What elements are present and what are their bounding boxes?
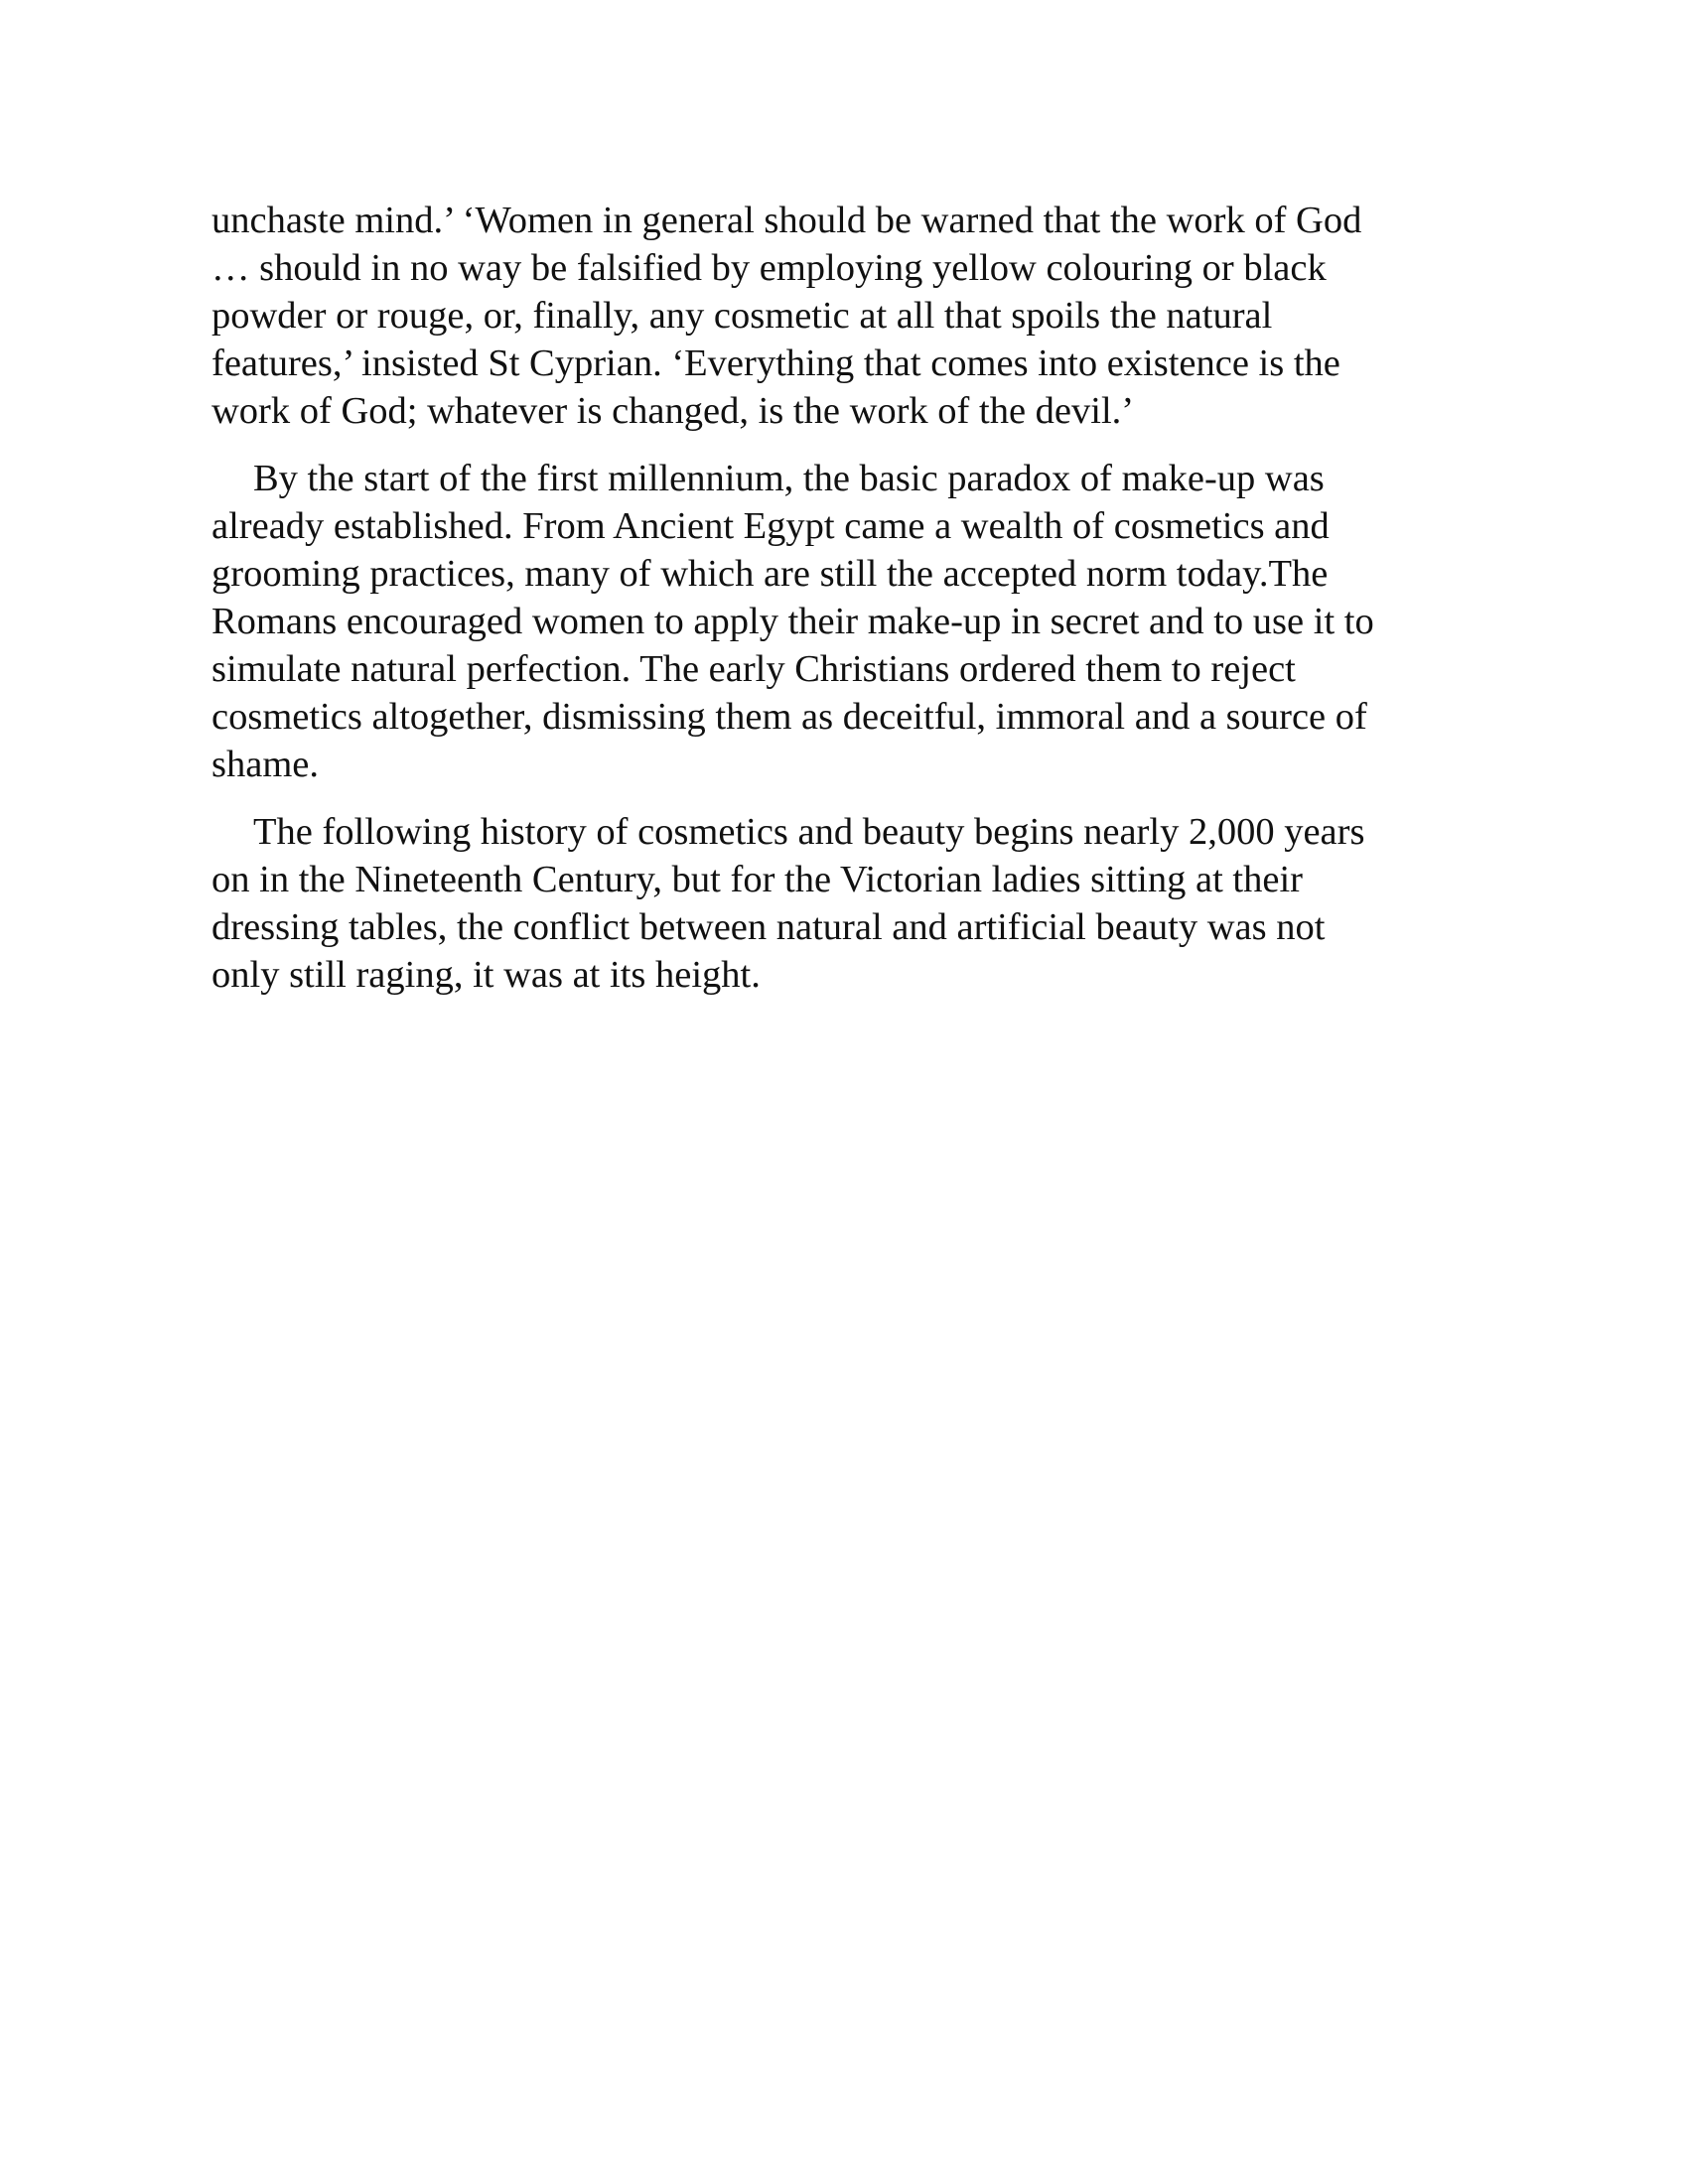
- paragraph-line: By the start of the first millennium, the basic paradox of make-up was: [253, 458, 1325, 499]
- paragraph-line: unchaste mind.’ ‘Women in general should be warned that the work of God: [211, 200, 1362, 241]
- paragraph-line: only still raging, it was at its height.: [211, 954, 761, 996]
- paragraph-line: dressing tables, the conflict between natural and artificial beauty was not: [211, 906, 1326, 948]
- paragraph-line: … should in no way be falsified by employing yellow colouring or black: [211, 247, 1327, 289]
- paragraph-3: [211, 808, 1502, 999]
- paragraph-line: already established. From Ancient Egypt came a wealth of cosmetics and: [211, 505, 1330, 547]
- body-text: [211, 197, 1502, 1019]
- paragraph-line: features,’ insisted St Cyprian. ‘Everything that comes into existence is the: [211, 342, 1340, 384]
- paragraph-line: Romans encouraged women to apply their make-up in secret and to use it to: [211, 601, 1374, 642]
- paragraph-line: grooming practices, many of which are still the accepted norm today.The: [211, 553, 1329, 595]
- paragraph-line: simulate natural perfection. The early Christians ordered them to reject: [211, 648, 1296, 690]
- paragraph-line: shame.: [211, 744, 319, 785]
- paragraph-line: on in the Nineteenth Century, but for the Victorian ladies sitting at their: [211, 859, 1303, 900]
- paragraph-line: cosmetics altogether, dismissing them as deceitful, immoral and a source of: [211, 696, 1367, 738]
- paragraph-2: [211, 455, 1502, 788]
- paragraph-line: work of God; whatever is changed, is the work of the devil.’: [211, 390, 1135, 432]
- paragraph-line: powder or rouge, or, finally, any cosmetic at all that spoils the natural: [211, 295, 1273, 337]
- paragraph-1: [211, 197, 1502, 435]
- paragraph-line: The following history of cosmetics and beauty begins nearly 2,000 years: [253, 811, 1365, 853]
